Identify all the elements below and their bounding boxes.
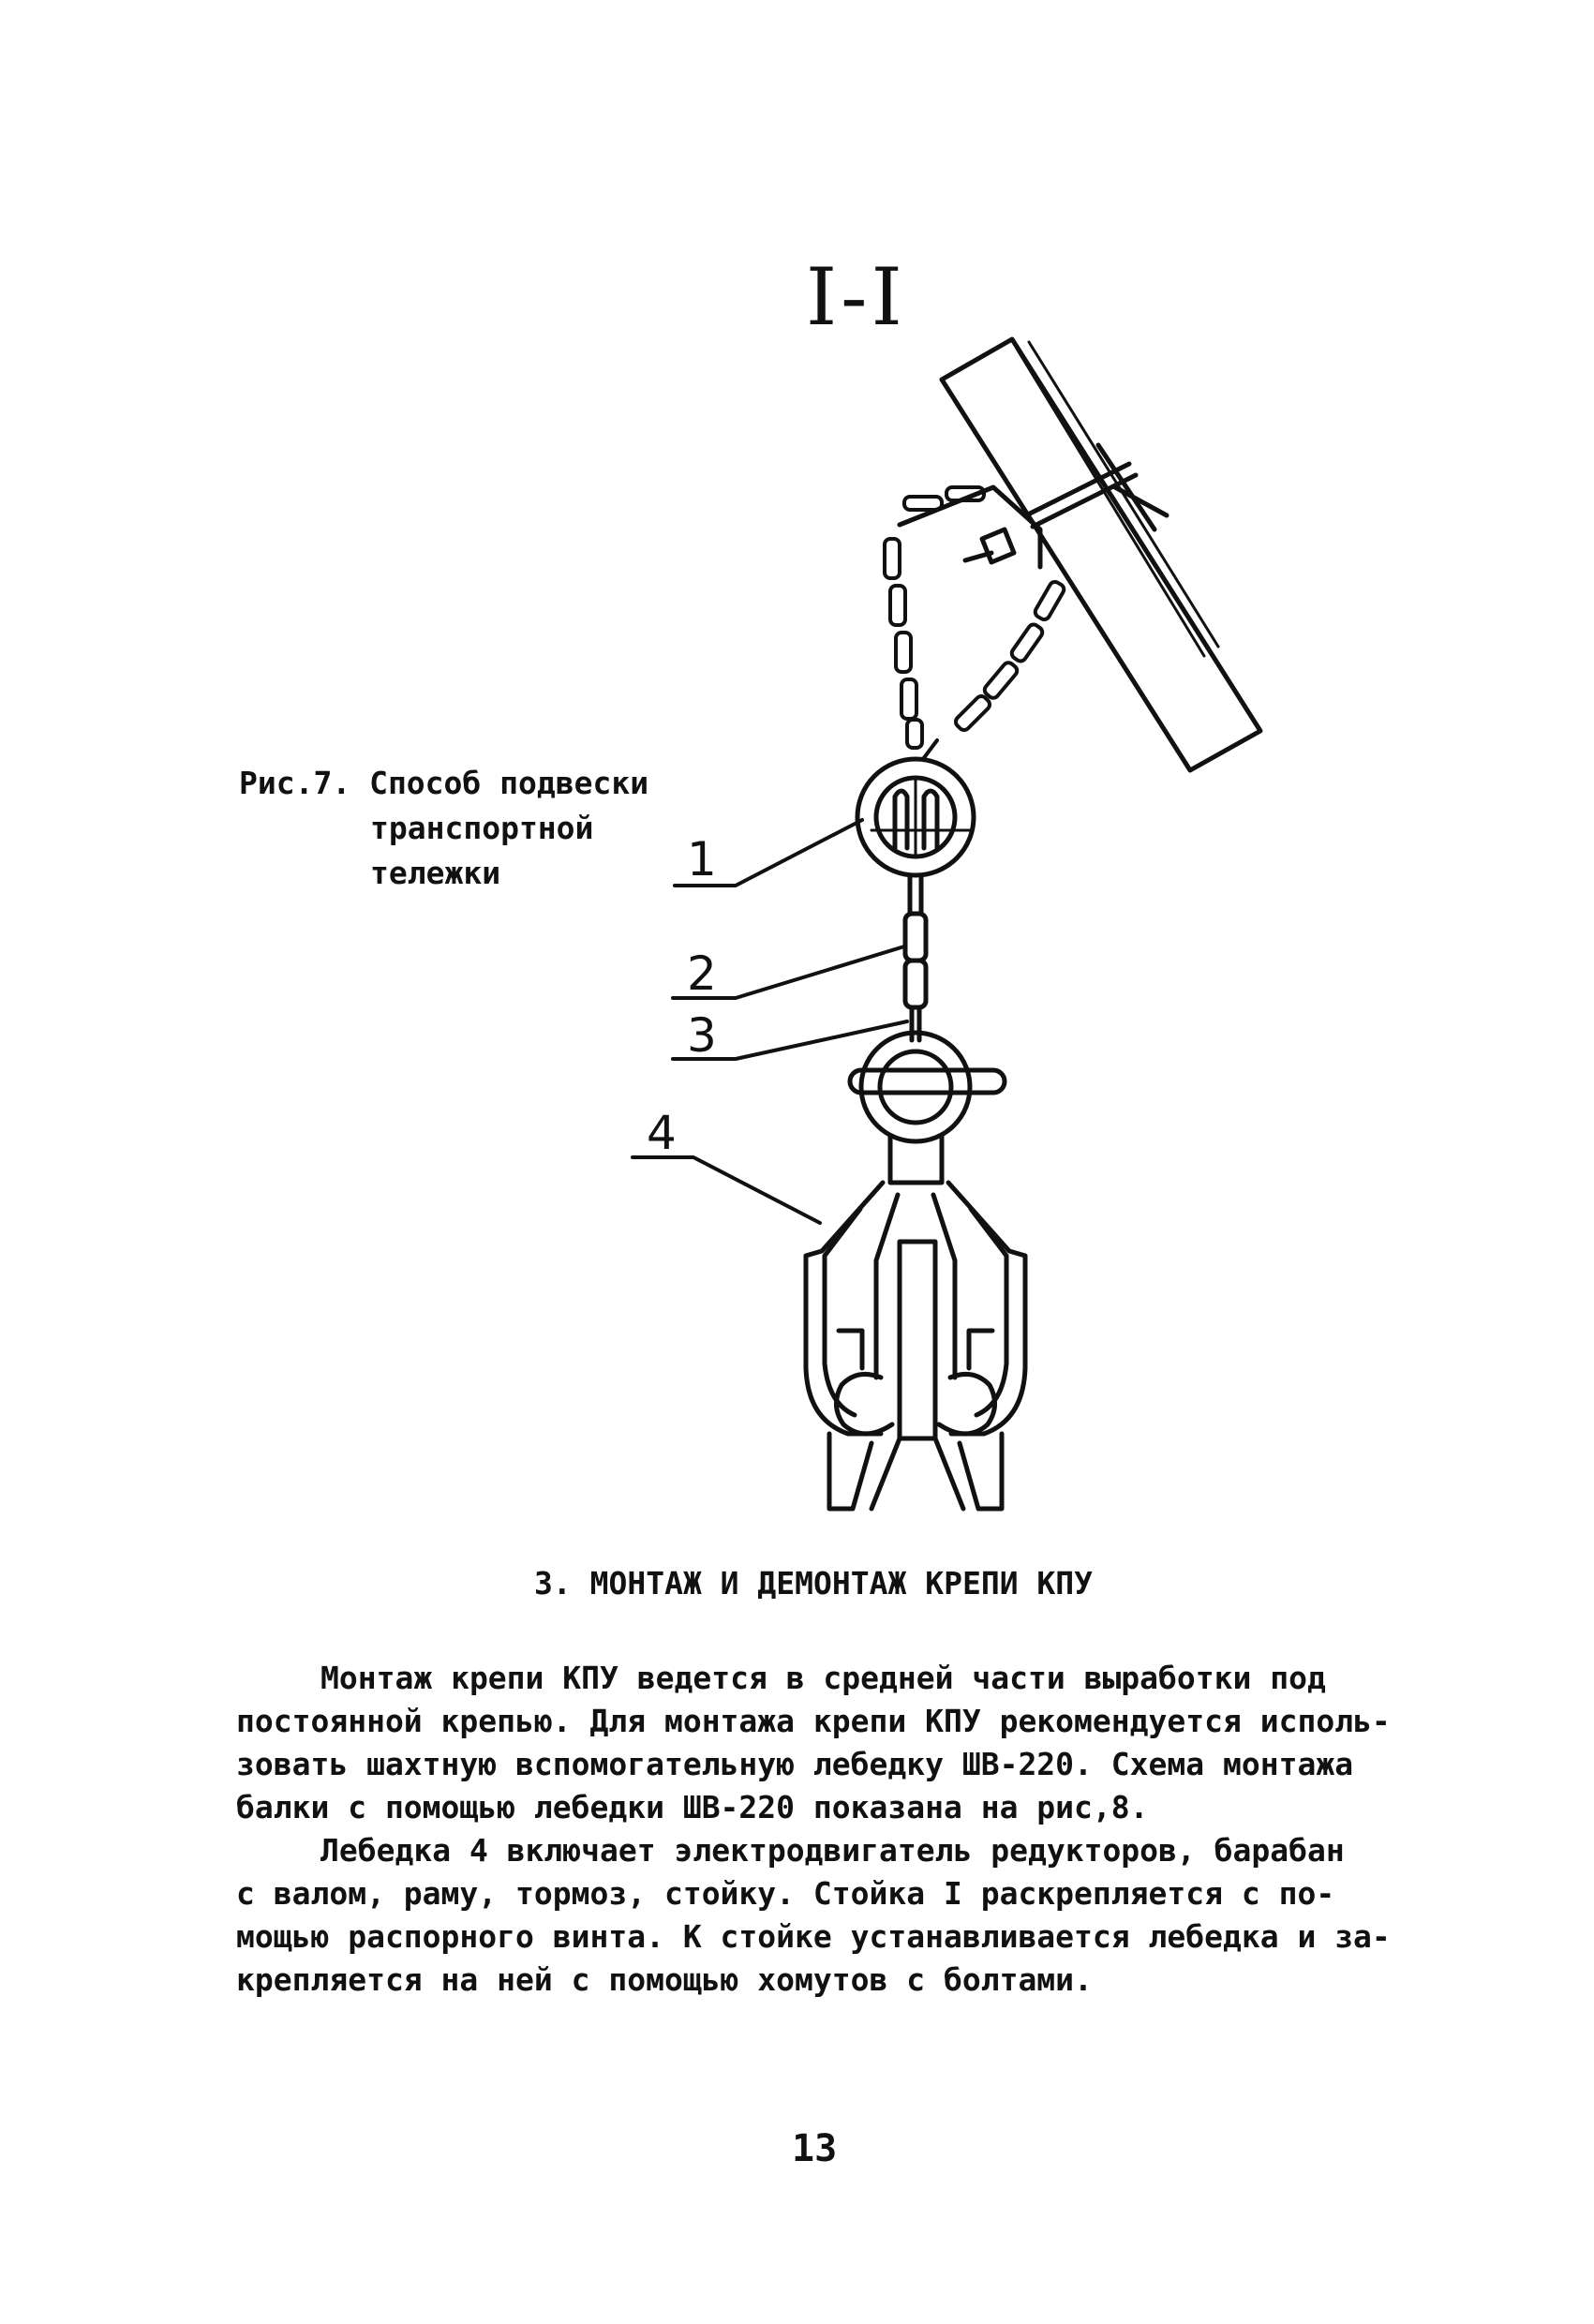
body-text [236, 1657, 1391, 2002]
callout-1: 1 [687, 832, 717, 886]
text-line: крепляется на ней с помощью хомутов с болтами. [236, 1961, 1093, 1998]
text-line: зовать шахтную вспомогательную лебедку ШВ-220. Схема монтажа [236, 1746, 1354, 1782]
trolley-ring [857, 759, 974, 875]
callout-leaders [633, 820, 907, 1223]
figure-caption [239, 761, 670, 896]
callout-2: 2 [687, 946, 717, 1001]
page-number: 13 [792, 2127, 838, 2170]
lower-ring [850, 1033, 1005, 1141]
text-line: с валом, раму, тормоз, стойку. Стойка I раскрепляется с по- [236, 1875, 1335, 1912]
text-line: Монтаж крепи КПУ ведется в средней части выработки под [320, 1660, 1326, 1696]
text-line: мощью распорного винта. К стойке устанавливается лебедка и за- [236, 1918, 1391, 1955]
caption-line: тележки [370, 855, 501, 891]
callout-3: 3 [687, 1008, 717, 1063]
text-line: балки с помощью лебедки ШВ-220 показана на рис,8. [236, 1789, 1149, 1825]
section-heading: 3. МОНТАЖ И ДЕМОНТАЖ КРЕПИ КПУ [534, 1565, 1094, 1601]
caption-line: Рис.7. Способ подвески [239, 765, 649, 801]
text-line: постоянной крепью. Для монтажа крепи КПУ рекомендуется исполь- [236, 1703, 1391, 1739]
section-mark: I-I [806, 251, 906, 343]
clamp-bolt [1026, 445, 1167, 529]
caption-line: транспортной [370, 810, 594, 846]
text-line: Лебедка 4 включает электродвигатель редукторов, барабан [320, 1832, 1345, 1869]
gripper-assembly [806, 1136, 1025, 1509]
callout-4: 4 [647, 1106, 677, 1160]
connecting-chain [905, 875, 926, 1040]
